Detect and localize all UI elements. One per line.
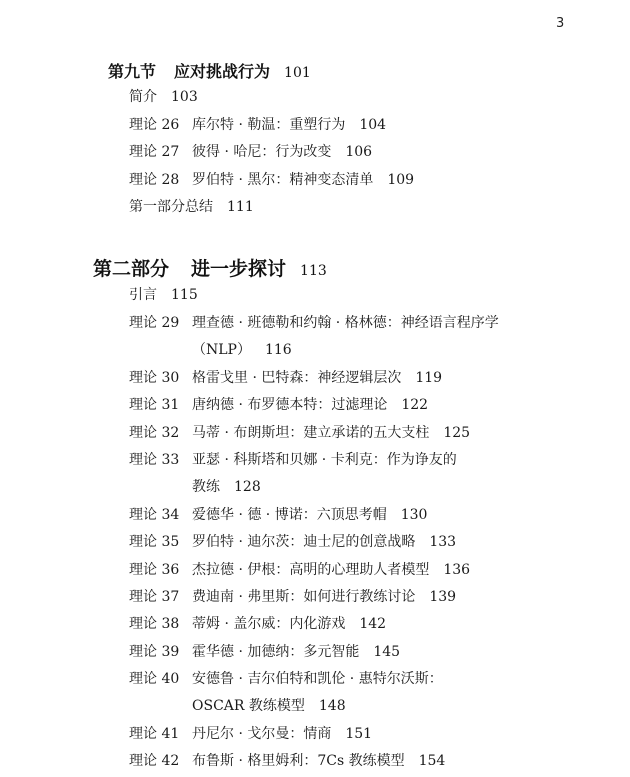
entry-title: 唐纳德 · 布罗德本特：过滤理论 [192, 397, 388, 413]
entry-label: 理论 32 [129, 425, 180, 441]
entry-title: 库尔特 · 勒温：重塑行为 [192, 117, 346, 133]
toc-entry-theory-34 [129, 502, 609, 529]
toc-entry-theory-27 [129, 139, 609, 166]
entry-page: 111 [227, 199, 254, 215]
entry-label: 理论 31 [129, 397, 180, 413]
section-title: 应对挑战行为 [174, 62, 271, 81]
toc-entry-theory-29 [129, 310, 609, 364]
entry-title: 格雷戈里 · 巴特森：神经逻辑层次 [192, 370, 402, 386]
toc-entry-theory-26 [129, 112, 609, 139]
toc-entry-theory-36 [129, 557, 609, 584]
entry-page: 122 [401, 397, 429, 413]
entry-title: 蒂姆 · 盖尔威：内化游戏 [192, 616, 346, 632]
toc-entry-part1-summary [129, 194, 609, 221]
entry-page: 119 [415, 370, 443, 386]
entry-continuation [129, 474, 609, 501]
entry-page: 116 [264, 342, 292, 358]
entry-label: 理论 33 [129, 452, 180, 468]
entry-page: 128 [234, 479, 261, 495]
entry-label: 简介 [129, 89, 157, 105]
entry-title: 爱德华 · 德 · 博诺：六顶思考帽 [192, 507, 387, 523]
toc-entry-theory-40 [129, 666, 609, 720]
toc-entry-preface [129, 282, 609, 309]
toc-entry-intro [129, 84, 609, 111]
toc-entry-theory-28 [129, 167, 609, 194]
entry-title: 布鲁斯 · 格里姆利：7Cs 教练模型 [192, 753, 405, 769]
entry-title-cont: （NLP） [192, 342, 251, 358]
entry-label: 理论 35 [129, 534, 180, 550]
entry-page: 125 [443, 425, 471, 441]
part-page: 113 [300, 263, 327, 279]
entry-page: 148 [318, 698, 346, 714]
toc-entry-theory-38 [129, 611, 609, 638]
entry-page: 151 [345, 726, 373, 742]
entry-page: 145 [373, 644, 401, 660]
entry-title: 彼得 · 哈尼：行为改变 [192, 144, 332, 160]
entry-page: 139 [429, 589, 457, 605]
entry-page: 136 [443, 562, 471, 578]
entry-page: 154 [418, 753, 446, 769]
entry-title: 马蒂 · 布朗斯坦：建立承诺的五大支柱 [192, 425, 430, 441]
entry-title: 费迪南 · 弗里斯：如何进行教练讨论 [192, 589, 416, 605]
entry-page: 109 [387, 172, 415, 188]
entry-page: 133 [429, 534, 457, 550]
entry-label: 理论 28 [129, 172, 180, 188]
entry-label: 理论 37 [129, 589, 180, 605]
entry-continuation [129, 337, 609, 364]
entry-title-cont: 教练 [192, 479, 220, 495]
entry-title: 安德鲁 · 吉尔伯特和凯伦 · 惠特尔沃斯： [192, 671, 443, 687]
entry-page: 130 [400, 507, 428, 523]
toc-entry-theory-30 [129, 365, 609, 392]
part-label: 第二部分 [93, 258, 170, 280]
entry-label: 理论 29 [129, 315, 180, 331]
page-number: 3 [556, 16, 565, 31]
entry-title: 罗伯特 · 迪尔茨：迪士尼的创意战略 [192, 534, 416, 550]
toc-entry-theory-37 [129, 584, 609, 611]
entry-label: 理论 39 [129, 644, 180, 660]
entry-page: 142 [359, 616, 387, 632]
entry-label: 理论 30 [129, 370, 180, 386]
toc-entry-theory-42 [129, 748, 609, 775]
entry-label: 理论 34 [129, 507, 180, 523]
toc-entry-theory-33 [129, 447, 609, 501]
section-page: 101 [284, 65, 311, 81]
section-label: 第九节 [108, 62, 157, 81]
toc-entry-theory-32 [129, 420, 609, 447]
entry-label: 理论 40 [129, 671, 180, 687]
entry-title: 理查德 · 班德勒和约翰 · 格林德：神经语言程序学 [192, 315, 499, 331]
entry-title: 杰拉德 · 伊根：高明的心理助人者模型 [192, 562, 430, 578]
toc-entry-theory-35 [129, 529, 609, 556]
entry-label: 第一部分总结 [129, 199, 213, 215]
entry-page: 115 [171, 287, 198, 303]
entry-title: 亚瑟 · 科斯塔和贝娜 · 卡利克：作为诤友的 [192, 452, 457, 468]
entry-label: 理论 27 [129, 144, 180, 160]
toc-entry-theory-39 [129, 639, 609, 666]
toc-entry-theory-41 [129, 721, 609, 748]
entry-continuation [129, 693, 609, 720]
toc-entry-theory-31 [129, 392, 609, 419]
entry-label: 理论 41 [129, 726, 180, 742]
entry-title: 丹尼尔 · 戈尔曼：情商 [192, 726, 332, 742]
entry-page: 106 [345, 144, 373, 160]
entry-page: 103 [171, 89, 198, 105]
entry-title: 霍华德 · 加德纳：多元智能 [192, 644, 360, 660]
entry-title-cont: OSCAR 教练模型 [192, 698, 305, 714]
entry-title: 罗伯特 · 黑尔：精神变态清单 [192, 172, 374, 188]
part-heading [93, 254, 327, 281]
entry-label: 理论 36 [129, 562, 180, 578]
part-title: 进一步探讨 [191, 258, 287, 280]
entry-label: 理论 38 [129, 616, 180, 632]
entry-label: 理论 42 [129, 753, 180, 769]
entry-label: 理论 26 [129, 117, 180, 133]
entry-page: 104 [359, 117, 387, 133]
section-heading [108, 59, 311, 82]
entry-label: 引言 [129, 287, 157, 303]
